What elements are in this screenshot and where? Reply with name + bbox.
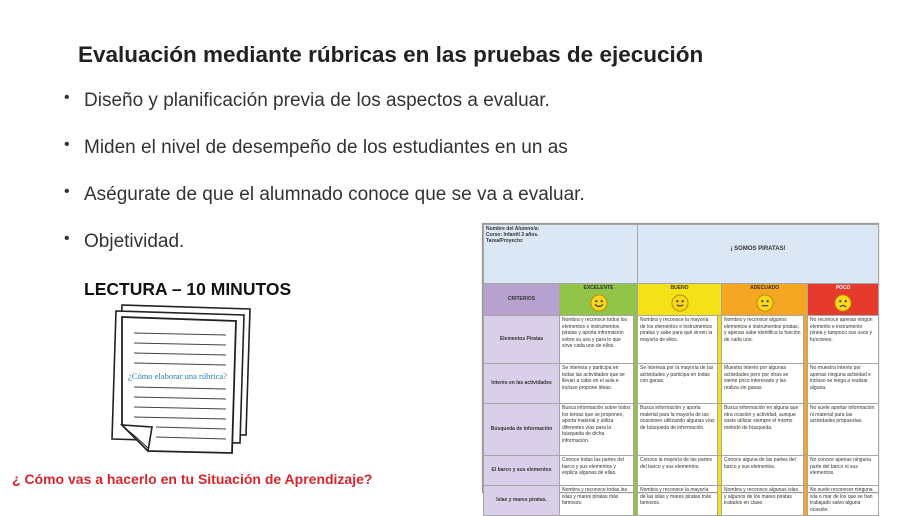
descriptor-cell: Conoce todas las partes del barco y sus elementos y explica algunas de ellas. xyxy=(560,456,634,486)
happy-face-icon xyxy=(590,294,608,312)
rubric-row xyxy=(484,456,879,486)
bullet-text: Objetividad. xyxy=(84,231,185,252)
document-stack-icon[interactable] xyxy=(108,303,258,461)
bullet-text: Miden el nivel de desempeño de los estudiantes en un as xyxy=(84,137,568,158)
bullet-icon: • xyxy=(64,136,70,153)
descriptor-cell: Nombra y reconoce algunos elementos e instrumentos piratas, y apenas sabe identifica la función de cada uno. xyxy=(722,316,804,364)
rubric-info-row xyxy=(484,225,879,284)
descriptor-cell: Nombra y reconoce algunas islas y algunos de los mares piratas tratados en clase. xyxy=(722,486,804,516)
criterion-cell: Búsqueda de información xyxy=(484,404,560,456)
descriptor-cell: No suele aportar información ni material para las actividades propuestas. xyxy=(808,404,879,456)
descriptor-cell: Busca información sobre todos los temas que se proponen, aporta material y utiliza diferentes vías para la búsqueda de dicha información. xyxy=(560,404,634,456)
neutral-face-icon xyxy=(756,294,774,312)
rubric-table xyxy=(483,224,879,516)
level-label: POCO xyxy=(835,285,851,291)
descriptor-cell: Nombra y reconoce todas las islas y mares piratas más famosos. xyxy=(560,486,634,516)
question-text: ¿ Cómo vas a hacerlo en tu Situación de Aprendizaje? xyxy=(12,471,373,487)
descriptor-cell: Conoce la mayoría de las partes del barco y sus elementos. xyxy=(638,456,718,486)
descriptor-cell: No reconoce apenas ningún elemento e instrumento pirata y tampoco sus usos y funciones. xyxy=(808,316,879,364)
rubric-row xyxy=(484,364,879,404)
course-label: Curso: Infantil 3 años. xyxy=(486,232,539,238)
document-caption: ¿Cómo elaborar una rúbrica? xyxy=(128,371,227,381)
bullet-icon: • xyxy=(64,183,70,200)
rubric-row xyxy=(484,404,879,456)
descriptor-cell: Se interesa por la mayoría de las actividades y participa en todas con ganas. xyxy=(638,364,718,404)
descriptor-cell: Nombra y reconoce la mayoría de los elementos e instrumentos piratas y sabe para qué sirven la mayoría de ellos. xyxy=(638,316,718,364)
rubric-info-cell xyxy=(484,225,638,284)
level-label: BUENO xyxy=(670,285,689,291)
student-name-label: Nombre del Alumno/a: xyxy=(486,226,540,232)
descriptor-cell: Busca información y aporta material para la mayoría de las ocasiones utilizando algunas vías de búsqueda de información. xyxy=(638,404,718,456)
level-label: EXCELENTE xyxy=(583,285,614,291)
criteria-header: CRITERIOS xyxy=(484,284,560,316)
descriptor-cell: No muestra interés por apenas ninguna actividad e incluso se niega a realizar alguna. xyxy=(808,364,879,404)
descriptor-cell: Muestra interés por algunas actividades pero por otras se siente poco interesado y las realiza sin ganas. xyxy=(722,364,804,404)
bullet-item xyxy=(62,137,585,161)
smile-face-icon xyxy=(671,294,689,312)
descriptor-cell: Busca información en alguna que otra ocasión y actividad, aunque suele utilizar siempre el mismo método de búsqueda. xyxy=(722,404,804,456)
bullet-item xyxy=(62,184,585,208)
rubric-row xyxy=(484,316,879,364)
criterion-cell: El barco y sus elementos xyxy=(484,456,560,486)
criterion-cell: Elementos Piratas xyxy=(484,316,560,364)
criterion-cell: Interés en las actividades xyxy=(484,364,560,404)
descriptor-cell: Conoce alguna de las partes del barco y sus elementos. xyxy=(722,456,804,486)
reading-label: LECTURA – 10 MINUTOS xyxy=(84,279,292,299)
criterion-cell: Islas y mares piratas. xyxy=(484,486,560,516)
descriptor-cell: No conoce apenas ninguna parte del barco ni sus elementos. xyxy=(808,456,879,486)
rubric-title: ¡ SOMOS PIRATAS! xyxy=(638,225,879,284)
level-header-poco xyxy=(808,284,879,316)
task-label: Tarea/Proyecto: xyxy=(486,238,524,244)
bullet-text: Aségurate de que el alumnado conoce que se va a evaluar. xyxy=(84,184,585,205)
level-label: ADECUADO xyxy=(750,285,779,291)
descriptor-cell: No suele reconocer ninguna isla o mar de los que se han trabajado salvo alguna ocasión. xyxy=(808,486,879,516)
sad-face-icon xyxy=(834,294,852,312)
descriptor-cell: Nombra y reconoce la mayoría de las islas y mares piratas más famosos. xyxy=(638,486,718,516)
bullet-icon: • xyxy=(64,230,70,247)
rubric-table-image xyxy=(482,223,879,513)
slide-title: Evaluación mediante rúbricas en las pruebas de ejecución xyxy=(78,42,704,67)
bullet-icon: • xyxy=(64,89,70,106)
bullet-text: Diseño y planificación previa de los aspectos a evaluar. xyxy=(84,90,550,111)
descriptor-cell: Nombra y reconoce todos los elementos e instrumentos piratas y aporta información sobre su uso y para lo que sirve cada uno de ellos. xyxy=(560,316,634,364)
descriptor-cell: Se interesa y participa en todas las actividades que se llevan a cabo en el aula e incluso propone ideas. xyxy=(560,364,634,404)
rubric-row xyxy=(484,486,879,516)
rubric-header-row xyxy=(484,284,879,316)
level-header-excelente xyxy=(560,284,638,316)
level-header-adecuado xyxy=(722,284,808,316)
level-header-bueno xyxy=(638,284,722,316)
bullet-item xyxy=(62,90,585,114)
